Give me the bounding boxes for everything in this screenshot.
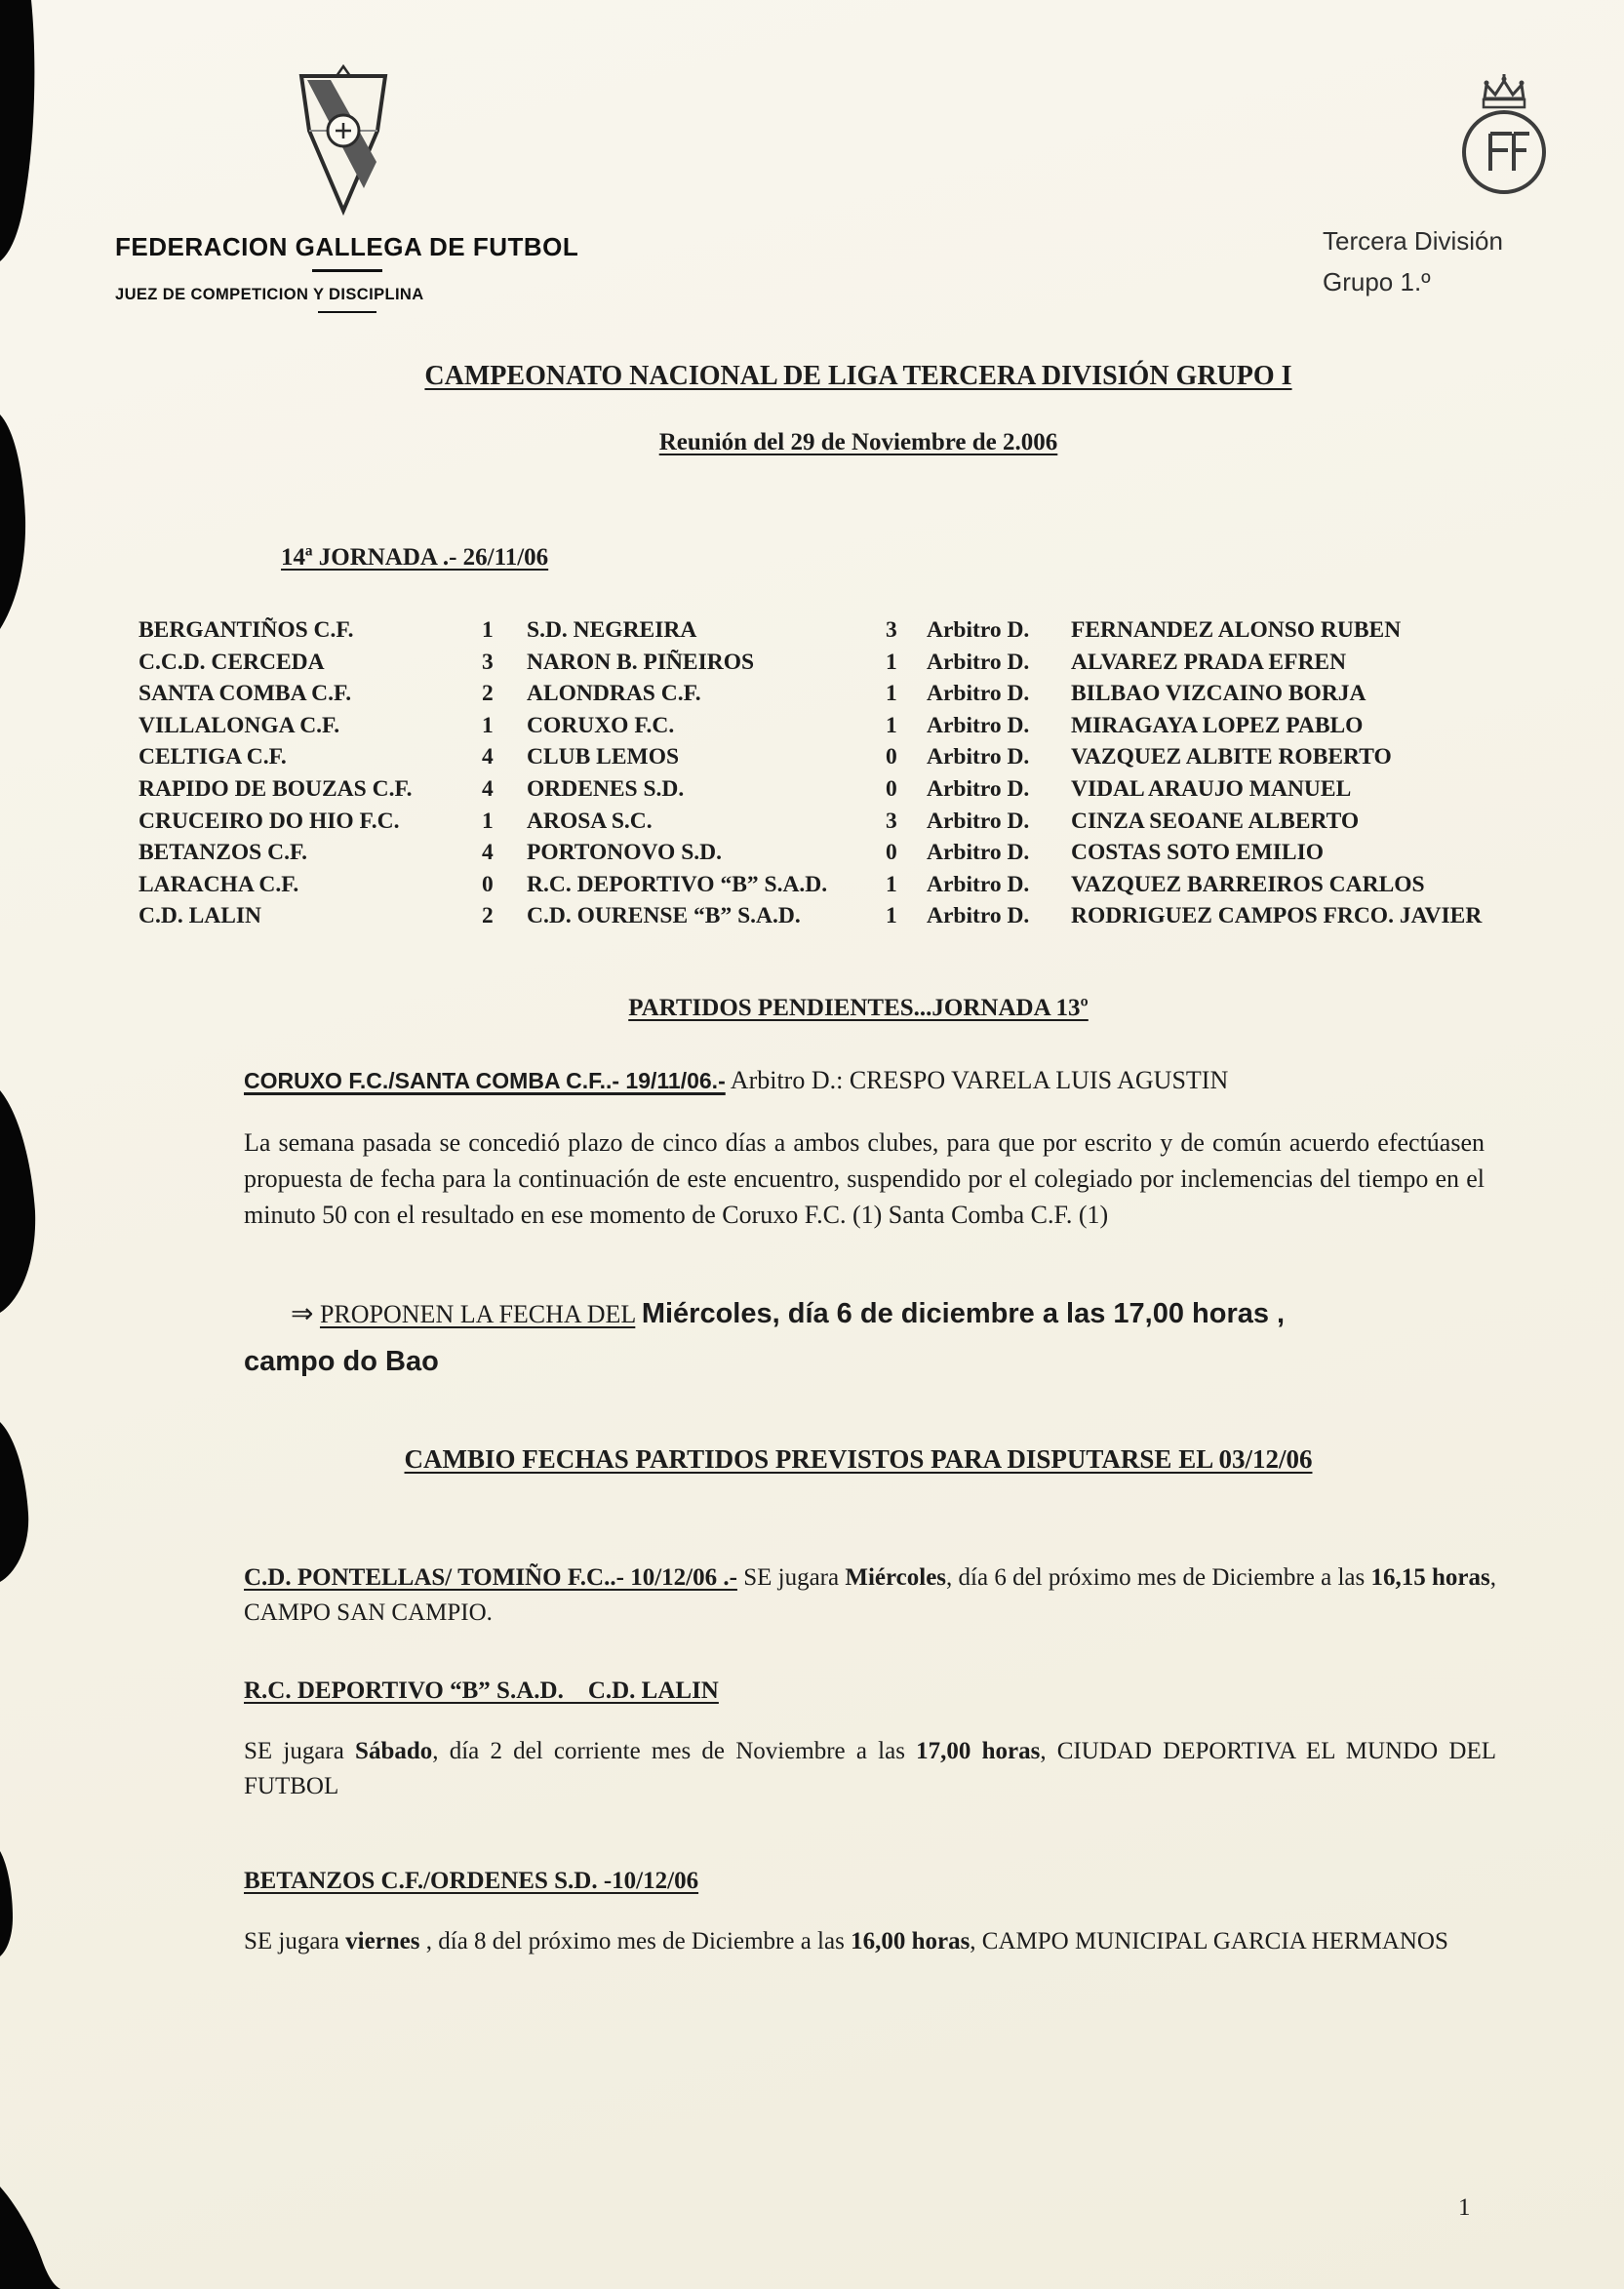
table-row — [139, 741, 1555, 773]
cambio-item-3 — [244, 1924, 1496, 1959]
home-score: 0 — [482, 871, 494, 897]
away-team: AROSA S.C. — [527, 808, 653, 834]
referee-label: Arbitro D. — [927, 649, 1030, 675]
cambio-item-3-text: SE jugara — [244, 1928, 346, 1954]
home-team: SANTA COMBA C.F. — [139, 681, 352, 707]
referee-name: MIRAGAYA LOPEZ PABLO — [1071, 712, 1364, 738]
home-score: 1 — [482, 712, 494, 738]
cambio-item-1-time: 16,15 horas — [1370, 1564, 1490, 1591]
home-team: RAPIDO DE BOUZAS C.F. — [139, 775, 413, 802]
cambio-item-2-text: , día 2 del corriente mes de Noviembre a las — [432, 1738, 917, 1764]
home-score: 4 — [482, 840, 494, 866]
org-subtitle: JUEZ DE COMPETICION Y DISCIPLINA — [115, 286, 424, 303]
federation-shield-icon — [286, 64, 401, 218]
cambio-item-3-day: viernes — [345, 1928, 420, 1954]
division-block — [1323, 220, 1503, 302]
away-score: 3 — [886, 808, 897, 834]
cambio-item-3-venue: , CAMPO MUNICIPAL GARCIA HERMANOS — [970, 1928, 1448, 1954]
document-subtitle-text: Reunión del 29 de Noviembre de 2.006 — [658, 429, 1058, 455]
jornada-heading-text: 14ª JORNADA .- 26/11/06 — [281, 544, 549, 571]
pending-match-referee: Arbitro D.: CRESPO VARELA LUIS AGUSTIN — [725, 1066, 1229, 1094]
jornada-heading — [281, 544, 548, 572]
document-title-text: CAMPEONATO NACIONAL DE LIGA TERCERA DIVISIÓN GRUPO I — [424, 361, 1292, 391]
referee-label: Arbitro D. — [927, 681, 1030, 707]
cambio-item-2-venue: , CIUDAD DEPORTIVA EL MUNDO DEL FUTBOL — [244, 1738, 1496, 1799]
cambio-item-2-title — [244, 1677, 719, 1705]
home-score: 2 — [482, 903, 494, 929]
referee-label: Arbitro D. — [927, 808, 1030, 834]
referee-label: Arbitro D. — [927, 775, 1030, 802]
referee-name: ALVAREZ PRADA EFREN — [1071, 649, 1347, 675]
tercera-division-crest-icon — [1455, 72, 1553, 199]
table-row — [139, 837, 1555, 869]
away-score: 1 — [886, 903, 897, 929]
pending-match-title: CORUXO F.C./SANTA COMBA C.F..- 19/11/06.- — [244, 1068, 726, 1093]
away-team: PORTONOVO S.D. — [527, 840, 723, 866]
cambio-item-1-title: C.D. PONTELLAS/ TOMIÑO F.C..- 10/12/06 .- — [244, 1564, 737, 1591]
away-team: ALONDRAS C.F. — [527, 681, 701, 707]
home-score: 4 — [482, 775, 494, 802]
home-team: C.D. LALIN — [139, 903, 262, 929]
cambio-item-2-day: Sábado — [355, 1738, 433, 1764]
referee-label: Arbitro D. — [927, 712, 1030, 738]
org-subtitle-rule — [318, 311, 376, 313]
cambio-item-3-text: , día 8 del próximo mes de Diciembre a las — [419, 1928, 852, 1954]
home-score: 2 — [482, 681, 494, 707]
away-team: R.C. DEPORTIVO “B” S.A.D. — [527, 871, 828, 897]
home-score: 3 — [482, 649, 494, 675]
table-row — [139, 869, 1555, 901]
document-subtitle — [137, 429, 1580, 456]
division-name: Tercera División — [1323, 226, 1503, 256]
table-row — [139, 773, 1555, 806]
home-score: 1 — [482, 617, 494, 643]
home-team: C.C.D. CERCEDA — [139, 649, 325, 675]
cambio-item-1-venue: , CAMPO SAN CAMPIO. — [244, 1564, 1496, 1626]
home-team: LARACHA C.F. — [139, 871, 299, 897]
org-title-rule — [312, 269, 382, 272]
propose-line — [244, 1297, 1541, 1330]
propose-label: PROPONEN LA FECHA DEL — [319, 1300, 636, 1328]
away-team: ORDENES S.D. — [527, 775, 685, 802]
home-team: BERGANTIÑOS C.F. — [139, 617, 354, 643]
cambio-item-3-title — [244, 1868, 698, 1895]
arrow-icon: ⇒ — [291, 1299, 314, 1329]
table-row — [139, 678, 1555, 710]
away-score: 0 — [886, 744, 897, 770]
cambio-heading-text: CAMBIO FECHAS PARTIDOS PREVISTOS PARA DISPUTARSE EL 03/12/06 — [404, 1444, 1313, 1474]
referee-label: Arbitro D. — [927, 871, 1030, 897]
home-score: 4 — [482, 744, 494, 770]
cambio-item-1 — [244, 1560, 1496, 1631]
cambio-item-3-title-text: BETANZOS C.F./ORDENES S.D. -10/12/06 — [244, 1868, 699, 1894]
cambio-item-3-time: 16,00 horas — [851, 1928, 970, 1954]
referee-name: FERNANDEZ ALONSO RUBEN — [1071, 617, 1402, 643]
propose-location: campo do Bao — [244, 1346, 439, 1377]
results-table — [139, 614, 1555, 932]
cambio-item-2 — [244, 1734, 1496, 1804]
pending-match-line — [244, 1066, 1541, 1095]
home-team: CELTIGA C.F. — [139, 744, 287, 770]
away-score: 3 — [886, 617, 897, 643]
away-team: C.D. OURENSE “B” S.A.D. — [527, 903, 801, 929]
org-header — [115, 232, 578, 313]
table-row — [139, 614, 1555, 647]
home-team: CRUCEIRO DO HIO F.C. — [139, 808, 400, 834]
cambio-item-1-text: SE jugara — [736, 1564, 846, 1591]
table-row — [139, 710, 1555, 742]
referee-name: VIDAL ARAUJO MANUEL — [1071, 775, 1352, 802]
away-team: CORUXO F.C. — [527, 712, 675, 738]
cambio-item-2-text: SE jugara — [244, 1738, 356, 1764]
pendientes-heading — [137, 995, 1580, 1022]
away-score: 1 — [886, 681, 897, 707]
division-group: Grupo 1.º — [1323, 267, 1431, 296]
referee-name: CINZA SEOANE ALBERTO — [1071, 808, 1360, 834]
referee-name: RODRIGUEZ CAMPOS FRCO. JAVIER — [1071, 903, 1483, 929]
pendientes-heading-text: PARTIDOS PENDIENTES...JORNADA 13º — [628, 995, 1089, 1021]
cambio-item-2-time: 17,00 horas — [916, 1738, 1041, 1764]
home-score: 1 — [482, 808, 494, 834]
referee-label: Arbitro D. — [927, 840, 1030, 866]
cambio-item-1-text: , día 6 del próximo mes de Diciembre a las — [946, 1564, 1371, 1591]
away-score: 0 — [886, 840, 897, 866]
cambio-heading — [137, 1444, 1580, 1475]
pendientes-paragraph: La semana pasada se concedió plazo de cinco días a ambos clubes, para que por escrito y de común acuerdo efectúasen propuesta de fecha para la continuación de este encuentro, suspendido por el colegiado por inclemencias del tiempo en el minuto 50 con el resultado en ese momento de Coruxo F.C. (1) Santa Comba C.F. (1) — [244, 1128, 1485, 1229]
referee-name: BILBAO VIZCAINO BORJA — [1071, 681, 1367, 707]
referee-name: COSTAS SOTO EMILIO — [1071, 840, 1325, 866]
table-row — [139, 806, 1555, 838]
referee-label: Arbitro D. — [927, 617, 1030, 643]
cambio-item-1-day: Miércoles — [845, 1564, 947, 1591]
away-score: 1 — [886, 712, 897, 738]
referee-label: Arbitro D. — [927, 744, 1030, 770]
away-team: S.D. NEGREIRA — [527, 617, 697, 643]
referee-name: VAZQUEZ BARREIROS CARLOS — [1071, 871, 1425, 897]
document-title — [137, 361, 1580, 392]
table-row — [139, 900, 1555, 932]
away-score: 0 — [886, 775, 897, 802]
cambio-item-2-title-text: R.C. DEPORTIVO “B” S.A.D. C.D. LALIN — [244, 1677, 719, 1704]
table-row — [139, 647, 1555, 679]
home-team: VILLALONGA C.F. — [139, 712, 340, 738]
away-team: NARON B. PIÑEIROS — [527, 649, 755, 675]
away-score: 1 — [886, 649, 897, 675]
page-number: 1 — [1458, 2194, 1471, 2221]
home-team: BETANZOS C.F. — [139, 840, 308, 866]
away-score: 1 — [886, 871, 897, 897]
propose-value: Miércoles, día 6 de diciembre a las 17,00 horas , — [641, 1298, 1286, 1329]
org-title: FEDERACION GALLEGA DE FUTBOL — [115, 232, 579, 261]
referee-label: Arbitro D. — [927, 903, 1030, 929]
away-team: CLUB LEMOS — [527, 744, 680, 770]
referee-name: VAZQUEZ ALBITE ROBERTO — [1071, 744, 1392, 770]
